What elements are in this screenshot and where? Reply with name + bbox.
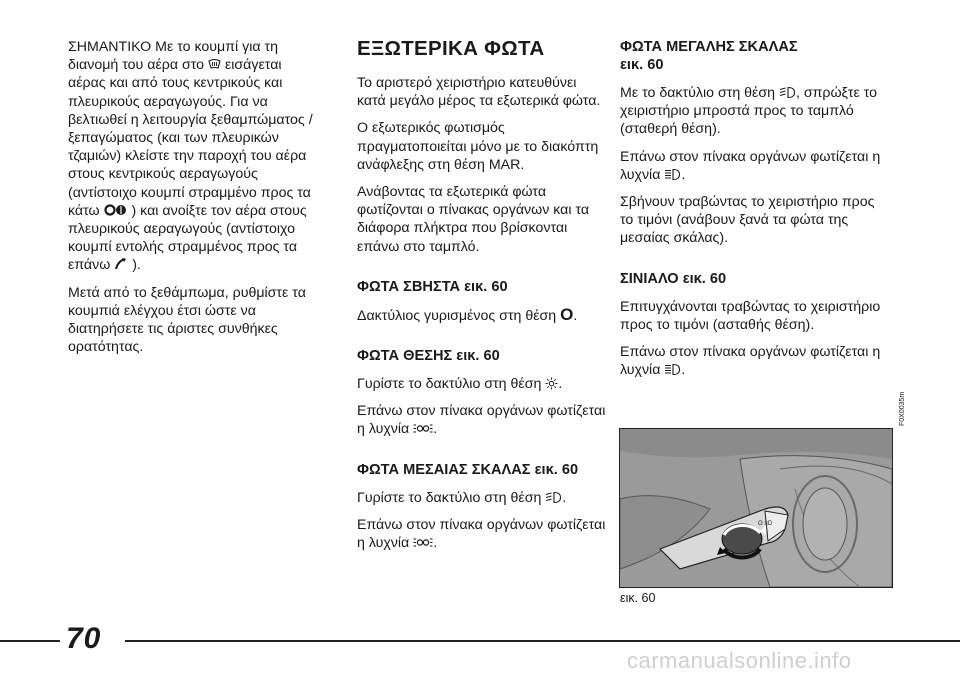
intro-paragraph-3: Ανάβοντας τα εξωτερικά φώτα φωτίζονται ο πίνακας οργάνων και τα διάφορα πλήκτρα που βρίσκονται επάνω στο ταμπλό.: [357, 184, 590, 255]
dipped-beam-icon: [779, 86, 796, 99]
figure-caption: εικ. 60: [620, 591, 656, 605]
main-beam-paragraph-1: Με το δακτύλιο στη θέση , σπρώξτε το χειριστήριο μπροστά προς το ταμπλό (σταθερή θέση).: [620, 85, 878, 138]
column-middle: [357, 38, 609, 561]
side-light-tell-tale-icon: [413, 536, 433, 549]
column-right: [620, 38, 890, 388]
footer-rule-left: [0, 640, 60, 642]
dipped-beam-heading: ΦΩΤΑ ΜΕΣΑΙΑΣ ΣΚΑΛΑΣ εικ. 60: [357, 461, 579, 478]
flash-paragraph-1: Επιτυγχάνονται τραβώντας το χειριστήριο προς το τιμόνι (ασταθής θέση).: [620, 298, 881, 333]
off-position-icon: O: [560, 304, 574, 324]
figure-60-light-stalk: [619, 428, 893, 588]
air-to-feet-knob-icon: [104, 203, 128, 217]
intro-paragraph-2: Ο εξωτερικός φωτισμός πραγματοποιείται μόνο με το διακόπτη ανάφλεξης στη θέση MAR.: [357, 120, 599, 173]
main-beam-paragraph-3: Σβήνουν τραβώντας το χειριστήριο προς το τιμόνι (ανάβουν ξανά τα φώτα της μεσαίας σκάλας).: [620, 194, 875, 247]
side-light-tell-tale-icon: [413, 422, 433, 435]
dipped-beam-paragraph-1: Γυρίστε το δακτύλιο στη θέση .: [357, 489, 567, 506]
lights-off-paragraph: Δακτύλιος γυρισμένος στη θέση O.: [357, 304, 578, 324]
page-number: 70: [66, 622, 102, 655]
main-beam-paragraph-2: Επάνω στον πίνακα οργάνων φωτίζεται η λυχνία .: [620, 148, 881, 183]
parking-lights-paragraph-1: Γυρίστε το δακτύλιο στη θέση .: [357, 376, 563, 393]
watermark: carmanualsonline.info: [627, 648, 852, 673]
column-left: [68, 38, 320, 365]
stalk-ring-marks: O ≡D: [758, 521, 773, 527]
important-note: ΣΗΜΑΝΤΙΚΟ Με το κουμπί για τη διανομή του αέρα στο εισάγεται αέρας και από τους κεντρικούς και πλευρικούς αεραγωγούς. Για να βελτιωθεί η λειτουργία ξεθαμπώματος / ξεπαγώματος (και των πλευρικών τζαμιών) κλείστε την παροχή του αέρα στους κεντρικούς αεραγωγούς (αντίστοιχο κουμπί στραμμένο προς τα κάτω ) και ανοίξτε τον αέρα στους πλευρικούς αεραγωγούς (αντίστοιχο κουμπί εντολής στραμμένος προς τα επάνω ).: [68, 39, 313, 274]
air-up-arrow-icon: [114, 257, 128, 271]
footer-rule-right: [125, 640, 960, 642]
dipped-beam-icon: [545, 491, 562, 504]
intro-paragraph-1: Το αριστερό χειριστήριο κατευθύνει κατά μεγάλο μέρος τα εξωτερικά φώτα.: [357, 75, 601, 110]
windshield-defrost-icon: [208, 58, 221, 71]
main-beam-icon: [664, 363, 681, 376]
light-stalk-illustration: [620, 429, 892, 587]
flash-paragraph-2: Επάνω στον πίνακα οργάνων φωτίζεται η λυχνία .: [620, 344, 881, 379]
section-title: ΕΞΩΤΕΡΙΚΑ ΦΩΤΑ: [357, 37, 545, 60]
defog-adjust-paragraph: Μετά από το ξεθάμπωμα, ρυθμίστε τα κουμπιά ελέγχου έτσι ώστε να διατηρήσετε τις άριστες συνθήκες ορατότητας.: [68, 284, 306, 356]
flash-heading: ΣΙΝΙΑΛΟ εικ. 60: [620, 270, 727, 287]
figure-code: F0X0035m: [899, 391, 906, 426]
parking-light-sun-icon: [545, 377, 558, 390]
lights-off-heading: ΦΩΤΑ ΣΒΗΣΤΑ εικ. 60: [357, 278, 508, 295]
parking-lights-paragraph-2: Επάνω στον πίνακα οργάνων φωτίζεται η λυχνία .: [357, 403, 606, 438]
main-beam-heading: ΦΩΤΑ ΜΕΓΑΛΗΣ ΣΚΑΛΑΣ εικ. 60: [620, 39, 798, 73]
parking-lights-heading: ΦΩΤΑ ΘΕΣΗΣ εικ. 60: [357, 348, 500, 365]
dipped-beam-paragraph-2: Επάνω στον πίνακα οργάνων φωτίζεται η λυχνία .: [357, 516, 606, 552]
main-beam-icon: [664, 168, 681, 181]
